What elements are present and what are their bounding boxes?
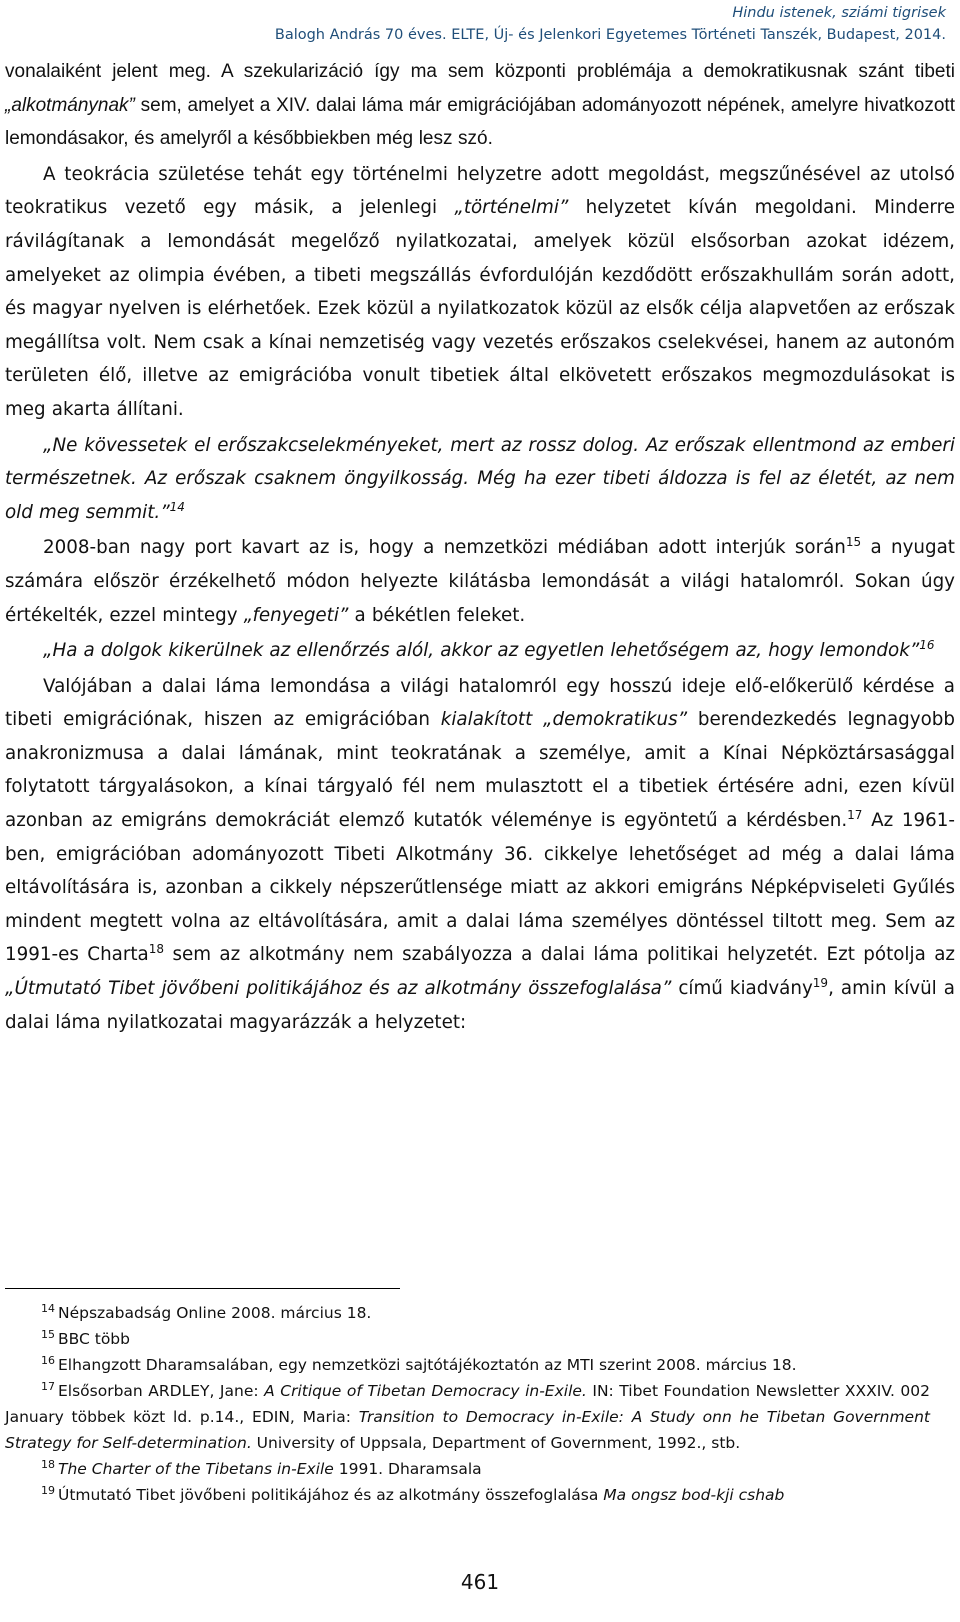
footnote-number: 19 (41, 1483, 55, 1497)
footnote-16 (5, 1352, 930, 1378)
running-header (275, 2, 946, 46)
p2-italic: „történelmi” (454, 197, 569, 219)
paragraph-2 (5, 158, 955, 427)
main-text (5, 55, 955, 1041)
p3-text-c: a békétlen feleket. (348, 604, 526, 626)
p1-text-b: sem, amelyet a XIV. dalai láma már emigrációjában adományozott népének, amelyre hivatkozott lemondásakor, és amelyről a későbbiekben még lesz szó. (5, 94, 955, 150)
p4-italic-a: kialakított „demokratikus” (440, 709, 688, 731)
footnote-text-c: University of Uppsala, Department of Government, 1992., stb. (251, 1434, 741, 1452)
paragraph-4 (5, 670, 955, 1040)
footnote-number: 16 (41, 1353, 55, 1367)
p4-text-f: , amin kívül a dalai láma nyilatkozatai magyarázzák a helyzetet: (5, 978, 955, 1033)
p4-text-d: sem az alkotmány nem szabályozza a dalai láma politikai helyzetét. Ezt pótolja az (164, 944, 955, 966)
footnote-14 (5, 1300, 930, 1326)
footnote-text-b: IN: Tibet Foundation Newsletter XXXIV. 002 January többek közt ld. p.14., EDIN, Maria: (5, 1382, 930, 1426)
p4-italic-b: „Útmutató Tibet jövőbeni politikájához és az alkotmány összefoglalása” (5, 978, 672, 1000)
footnote-ref-17[interactable]: 17 (847, 807, 863, 822)
footnote-italic: Ma ongsz bod-kji cshab (603, 1486, 785, 1504)
footnote-italic-a: A Critique of Tibetan Democracy in-Exile. (264, 1382, 587, 1400)
p2-text-a: A teokrácia születése tehát egy történelmi helyzetre adott megoldást, megszűnésével az utolsó teokratikus vezető egy másik, a jelenlegi (5, 163, 955, 219)
footnote-number: 14 (41, 1301, 55, 1315)
footnote-number: 17 (41, 1379, 55, 1393)
footnote-ref-16[interactable]: 16 (919, 638, 935, 652)
p3-italic: „fenyegeti” (243, 604, 349, 626)
footnote-text: Népszabadság Online 2008. március 18. (58, 1304, 372, 1322)
footnote-18 (5, 1456, 930, 1482)
footnote-ref-19[interactable]: 19 (812, 975, 829, 990)
p2-text-b: helyzetet kíván megoldani. Minderre rávilágítanak a lemondását megelőző nyilatkozatai, amelyek közül elsősorban azokat idézem, amelyeket az olimpia évében, a tibeti megszállás évfordulóján kezdődött erőszakhullám során adott, és magyar nyelven is elérhetőek. Ezek közül a nyilatkozatok közül az elsők célja alapvetően az erőszak megállítsa volt. Nem csak a kínai nemzetiség vagy vezetés erőszakos cselekvései, hanem az autonóm területen élő, illetve az emigrációba vonult tibetiek által elkövetett erőszakos megmozdulásokat is meg akarta állítani. (5, 197, 955, 420)
footnotes (5, 1300, 930, 1508)
quote-1 (5, 429, 955, 530)
footnote-ref-14[interactable]: 14 (169, 499, 185, 514)
footnote-ref-18[interactable]: 18 (148, 942, 165, 957)
page-number: 461 (460, 1570, 500, 1594)
footnote-19 (5, 1482, 930, 1508)
p4-text-b: berendezkedés legnagyobb anakronizmusa a dalai lámának, mint teokratának a személye, amit a Kínai Népköztársasággal folytatott tárgyalásokon, a kínai tárgyaló fél nem mulasztott el a tibetiek értésére adni, ezen kívül azonban az emigráns demokráciát elemző kutatók véleménye is egyöntetű a kérdésben. (5, 709, 955, 832)
footnote-number: 15 (41, 1327, 55, 1341)
header-subtitle: Balogh András 70 éves. ELTE, Új- és Jelenkori Egyetemes Történeti Tanszék, Budapest, 2014. (274, 27, 946, 43)
p4-text-a: Valójában a dalai láma lemondása a világi hatalomról egy hosszú ideje elő-előkerülő kérdése a tibeti emigrációnak, hiszen az emigrációban (5, 675, 955, 731)
quote-2 (5, 634, 955, 668)
footnote-italic: The Charter of the Tibetans in-Exile (58, 1460, 334, 1478)
footnote-17 (5, 1378, 930, 1456)
p3-text-b: a nyugat számára először érzékelhető módon helyezte kilátásba lemondását a világi hatalomról. Sokan úgy értékelték, ezzel mintegy (5, 537, 955, 626)
paragraph-3 (5, 531, 955, 632)
footnote-number: 18 (41, 1457, 55, 1471)
footnote-text: Útmutató Tibet jövőbeni politikájához és az alkotmány összefoglalása (58, 1486, 604, 1504)
p1-italic: „alkotmánynak” (5, 94, 135, 116)
p1-text-a: vonalaiként jelent meg. A szekularizáció így ma sem központi problémája a demokratikusnak szánt tibeti (5, 61, 955, 82)
footnote-italic-b: Transition to Democracy in-Exile: A Study onn he Tibetan Government Strategy for Self-determination. (5, 1408, 930, 1452)
footnote-text: Elhangzott Dharamsalában, egy nemzetközi sajtótájékoztatón az MTI szerint 2008. március 18. (58, 1356, 797, 1374)
footnote-text: BBC több (58, 1330, 130, 1348)
footnote-15 (5, 1326, 930, 1352)
quote-1-text: „Ne kövessetek el erőszakcselekményeket, mert az rossz dolog. Az erőszak ellentmond az emberi természetnek. Az erőszak csaknem öngyilkosság. Még ha ezer tibeti áldozza is fel az életét, az nem old meg semmit.” (5, 434, 955, 523)
p4-text-e: című kiadvány (671, 978, 813, 1000)
paragraph-1 (5, 55, 955, 156)
footnote-text-a: Elsősorban ARDLEY, Jane: (58, 1382, 265, 1400)
header-title: Hindu istenek, sziámi tigrisek (732, 5, 946, 21)
footnote-ref-15[interactable]: 15 (845, 535, 862, 550)
quote-2-text: „Ha a dolgok kikerülnek az ellenőrzés alól, akkor az egyetlen lehetőségem az, hogy lemondok” (43, 640, 920, 662)
p3-text-a: 2008-ban nagy port kavart az is, hogy a nemzetközi médiában adott interjúk során (43, 537, 846, 559)
footnote-separator (5, 1288, 400, 1289)
p4-text-c: Az 1961-ben, emigrációban adományozott Tibeti Alkotmány 36. cikkelye lehetőséget ad még a dalai láma eltávolítására is, azonban a cikkely népszerűtlensége miatt az akkori emigráns Népképviseleti Gyűlés mindent megtett volna az eltávolítására, amit a dalai láma személyes döntéssel tiltott meg. Sem az 1991-es Charta (5, 810, 955, 966)
footnote-text: 1991. Dharamsala (333, 1460, 482, 1478)
